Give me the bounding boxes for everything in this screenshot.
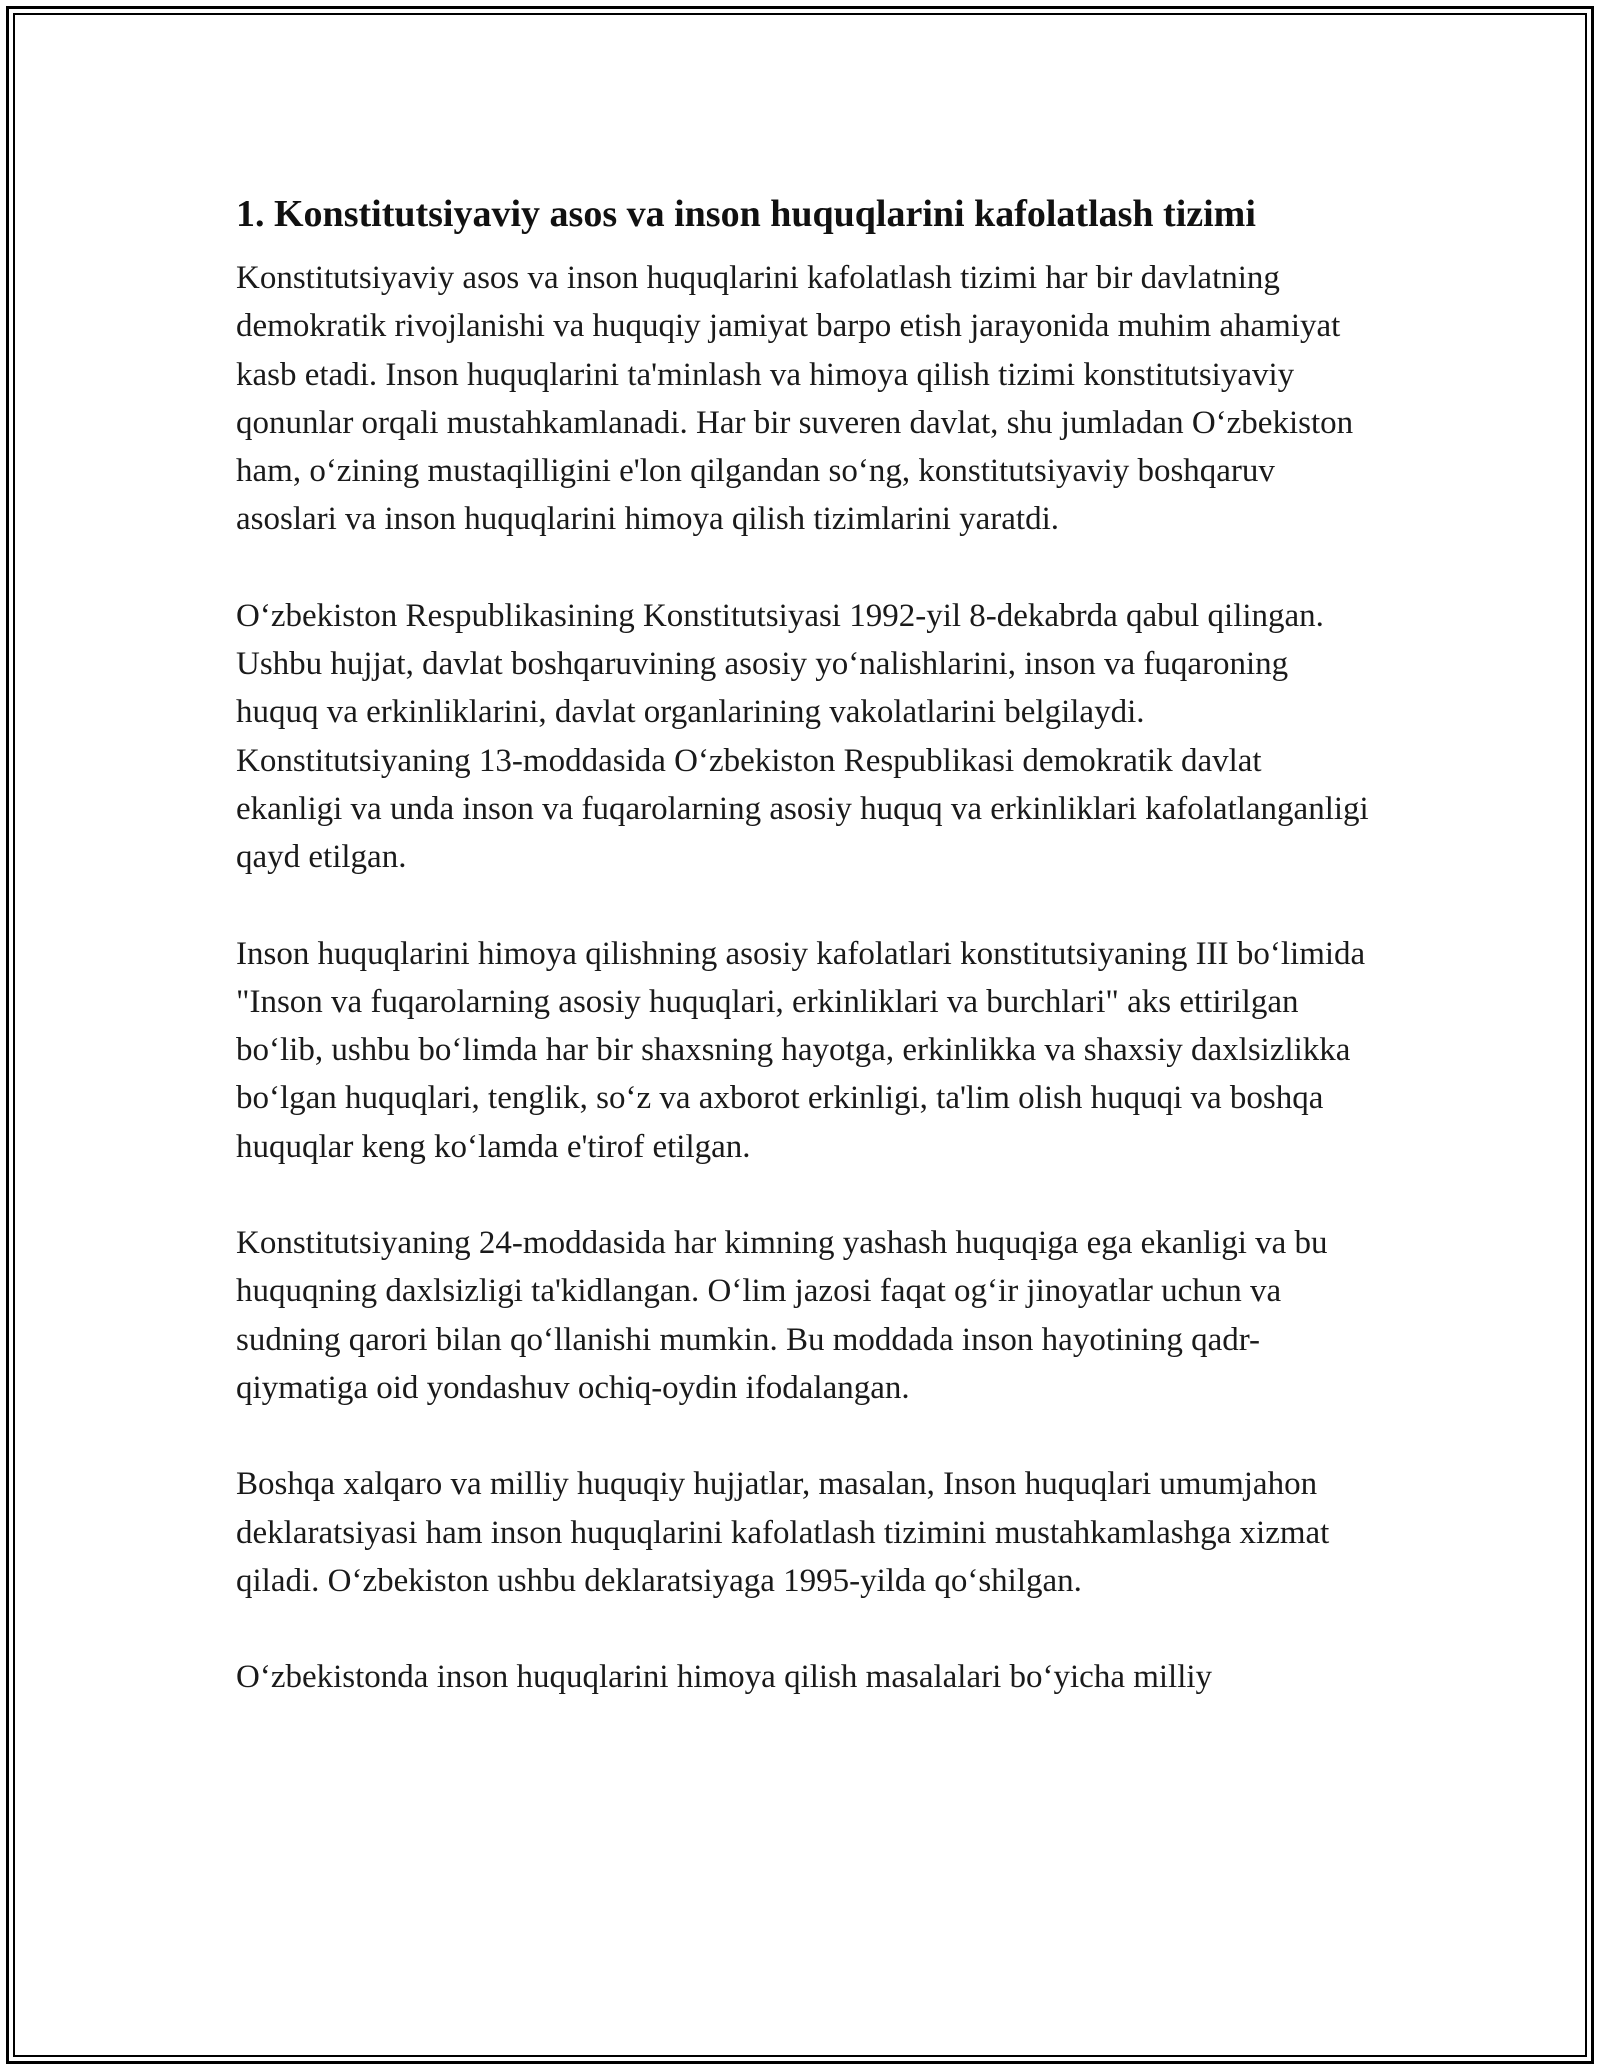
paragraph-1: Konstitutsiyaviy asos va inson huquqlarini kafolatlash tizimi har bir davlatning demokratik rivojlanishi va huquqiy jamiyat barpo etish jarayonida muhim ahamiyat kasb etadi. Inson huquqlarini ta'minlash va himoya qilish tizimi konstitutsiyaviy qonunlar orqali mustahkamlanadi. Har bir suveren davlat, shu jumladan Oʻzbekiston ham, oʻzining mustaqilligini e'lon qilgandan soʻng, konstitutsiyaviy boshqaruv asoslari va inson huquqlarini himoya qilish tizimlarini yaratdi. bbox=[236, 260, 1354, 538]
paragraph-4: Konstitutsiyaning 24-moddasida har kimning yashash huquqiga ega ekanligi va bu huquqning daxlsizligi ta'kidlangan. Oʻlim jazosi faqat ogʻir jinoyatlar uchun va sudning qarori bilan qoʻllanishi mumkin. Bu moddada inson hayotining qadr-qiymatiga oid yondashuv ochiq-oydin ifodalangan. bbox=[236, 1225, 1328, 1406]
paragraph-2: Oʻzbekiston Respublikasining Konstitutsiyasi 1992-yil 8-dekabrda qabul qilingan. Ushbu hujjat, davlat boshqaruvining asosiy yoʻnalishlarini, inson va fuqaroning huquq va erkinliklarini, davlat organlarining vakolatlarini belgilaydi. Konstitutsiyaning 13-moddasida Oʻzbekiston Respublikasi demokratik davlat ekanligi va unda inson va fuqarolarning asosiy huquq va erkinliklari kafolatlanganligi qayd etilgan. bbox=[236, 597, 1369, 876]
paragraph-5: Boshqa xalqaro va milliy huquqiy hujjatlar, masalan, Inson huquqlari umumjahon deklaratsiyasi ham inson huquqlarini kafolatlash tizimini mustahkamlashga xizmat qiladi. Oʻzbekiston ushbu deklaratsiyaga 1995-yilda qoʻshilgan. bbox=[236, 1466, 1330, 1599]
paragraph-3: Inson huquqlarini himoya qilishning asosiy kafolatlari konstitutsiyaning III boʻlimida "Inson va fuqarolarning asosiy huquqlari, erkinliklari va burchlari" aks ettirilgan boʻlib, ushbu boʻlimda har bir shaxsning hayotga, erkinlikka va shaxsiy daxlsizlikka boʻlgan huquqlari, tenglik, soʻz va axborot erkinligi, ta'lim olish huquqi va boshqa huquqlar keng koʻlamda e'tirof etilgan. bbox=[236, 935, 1366, 1165]
document-body bbox=[236, 186, 1376, 1749]
paragraph-6: Oʻzbekistonda inson huquqlarini himoya qilish masalalari boʻyicha milliy bbox=[236, 1659, 1213, 1696]
section-heading: 1. Konstitutsiyaviy asos va inson huquqlarini kafolatlash tizimi bbox=[236, 193, 1256, 235]
